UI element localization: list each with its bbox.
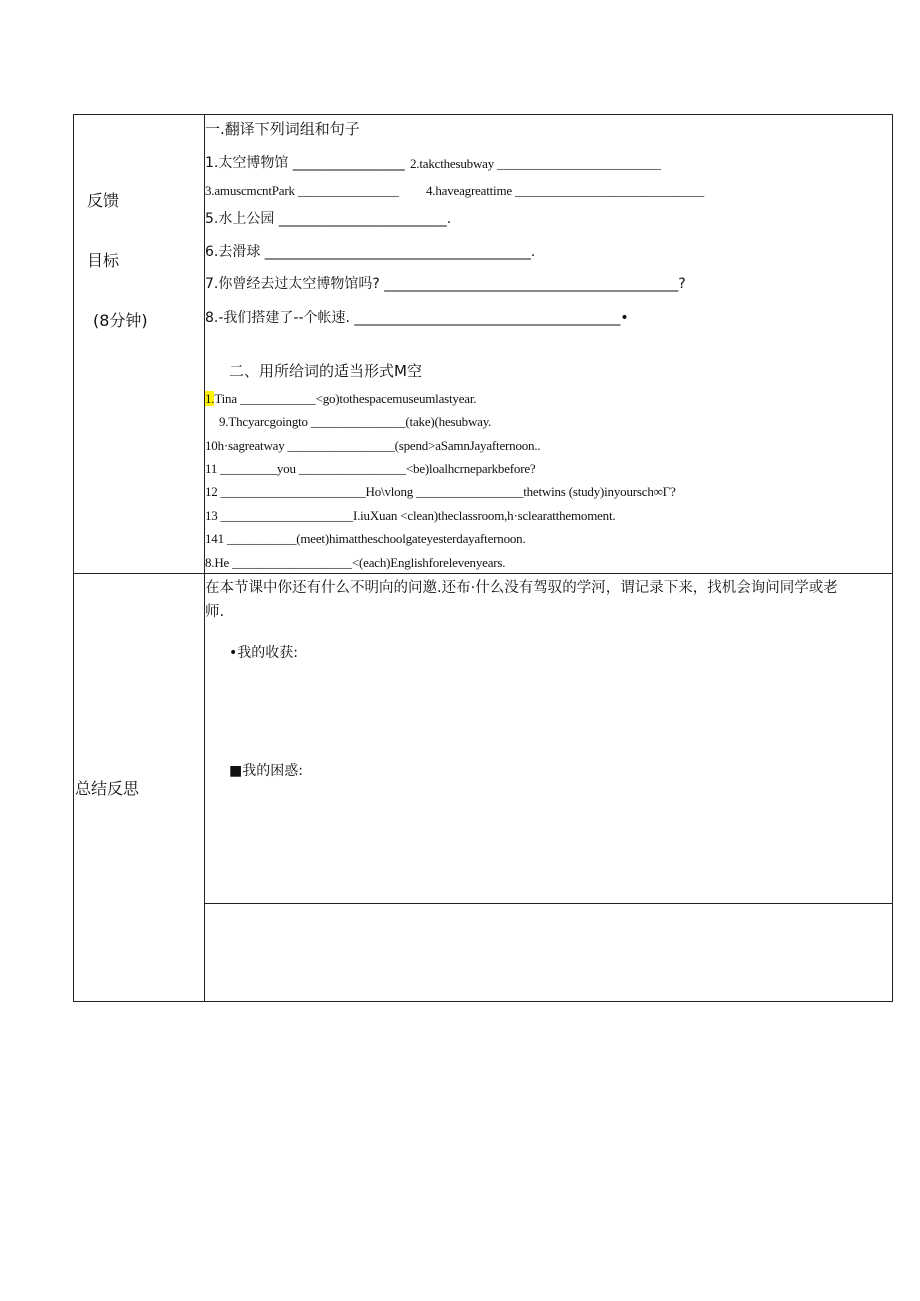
border-bottom [73, 1001, 893, 1002]
s2-item-1-text: Tina ____________<go)tothespacemuseumlastyear. [214, 391, 477, 406]
s1-item-3: 3.amuscmcntPark ________________ [205, 183, 399, 198]
confusion-label: ■我的困惑: [229, 763, 303, 779]
gains-label: •我的收获: [229, 645, 298, 661]
s1-item-4: 4.haveagreattime ______________________________ [426, 183, 704, 198]
label-fankui: 反馈 [87, 191, 120, 210]
label-minutes: (8分钟) [93, 311, 148, 330]
border-top [73, 114, 893, 115]
row-divider [73, 573, 893, 574]
s1-item-5: 5.水上公园 ________________________. [205, 211, 452, 227]
section1-title: 一.翻译下列词组和句子 [205, 120, 360, 138]
s1-item-8: 8.-我们搭建了--个帐速. ______________________________________• [205, 310, 629, 326]
s2-item-4: 11 _________you _________________<be)loalhcrneparkbefore? [205, 461, 536, 476]
summary-prompt-line2: 师. [205, 604, 225, 620]
s2-item-2: 9.Thcyarcgoingto _______________(take)(hesubway. [219, 414, 492, 429]
s1-item-6: 6.去滑球 ______________________________________. [205, 244, 536, 260]
section2-title: 二、用所给词的适当形式M空 [229, 362, 422, 380]
highlight-number: 1. [205, 391, 215, 406]
border-left [73, 114, 74, 1002]
s1-item-2: 2.takcthesubway __________________________ [410, 156, 661, 171]
s2-item-5: 12 _______________________Ho\vlong _________________thetwins (study)inyoursch∞Γ? [205, 484, 676, 499]
inner-row-divider [204, 903, 893, 904]
s2-item-3: 10h·sagreatway _________________(spend>aSamnJayafternoon.. [205, 438, 541, 453]
s1-item-1: 1.太空博物馆 ________________ [205, 155, 405, 171]
label-summary: 总结反思 [75, 779, 140, 798]
s2-item-6: 13 _____________________I.iuXuan <clean)theclassroom,h·sclearatthemoment. [205, 508, 616, 523]
s2-item-1 [205, 392, 476, 405]
summary-prompt-line1: 在本节课中你还有什么不明向的问邀.还布·什么没有驾驭的学河，谓记录下来，找机会询问同学或老 [205, 580, 838, 596]
s1-item-7: 7.你曾经去过太空博物馆吗? __________________________________________? [205, 276, 686, 292]
label-mubiao: 目标 [87, 251, 120, 270]
border-right [892, 114, 893, 1002]
s2-item-8: 8.He ___________________<(each)Englishforelevenyears. [205, 555, 506, 570]
s2-item-7: 141 ___________(meet)himattheschoolgateyesterdayafternoon. [205, 531, 526, 546]
